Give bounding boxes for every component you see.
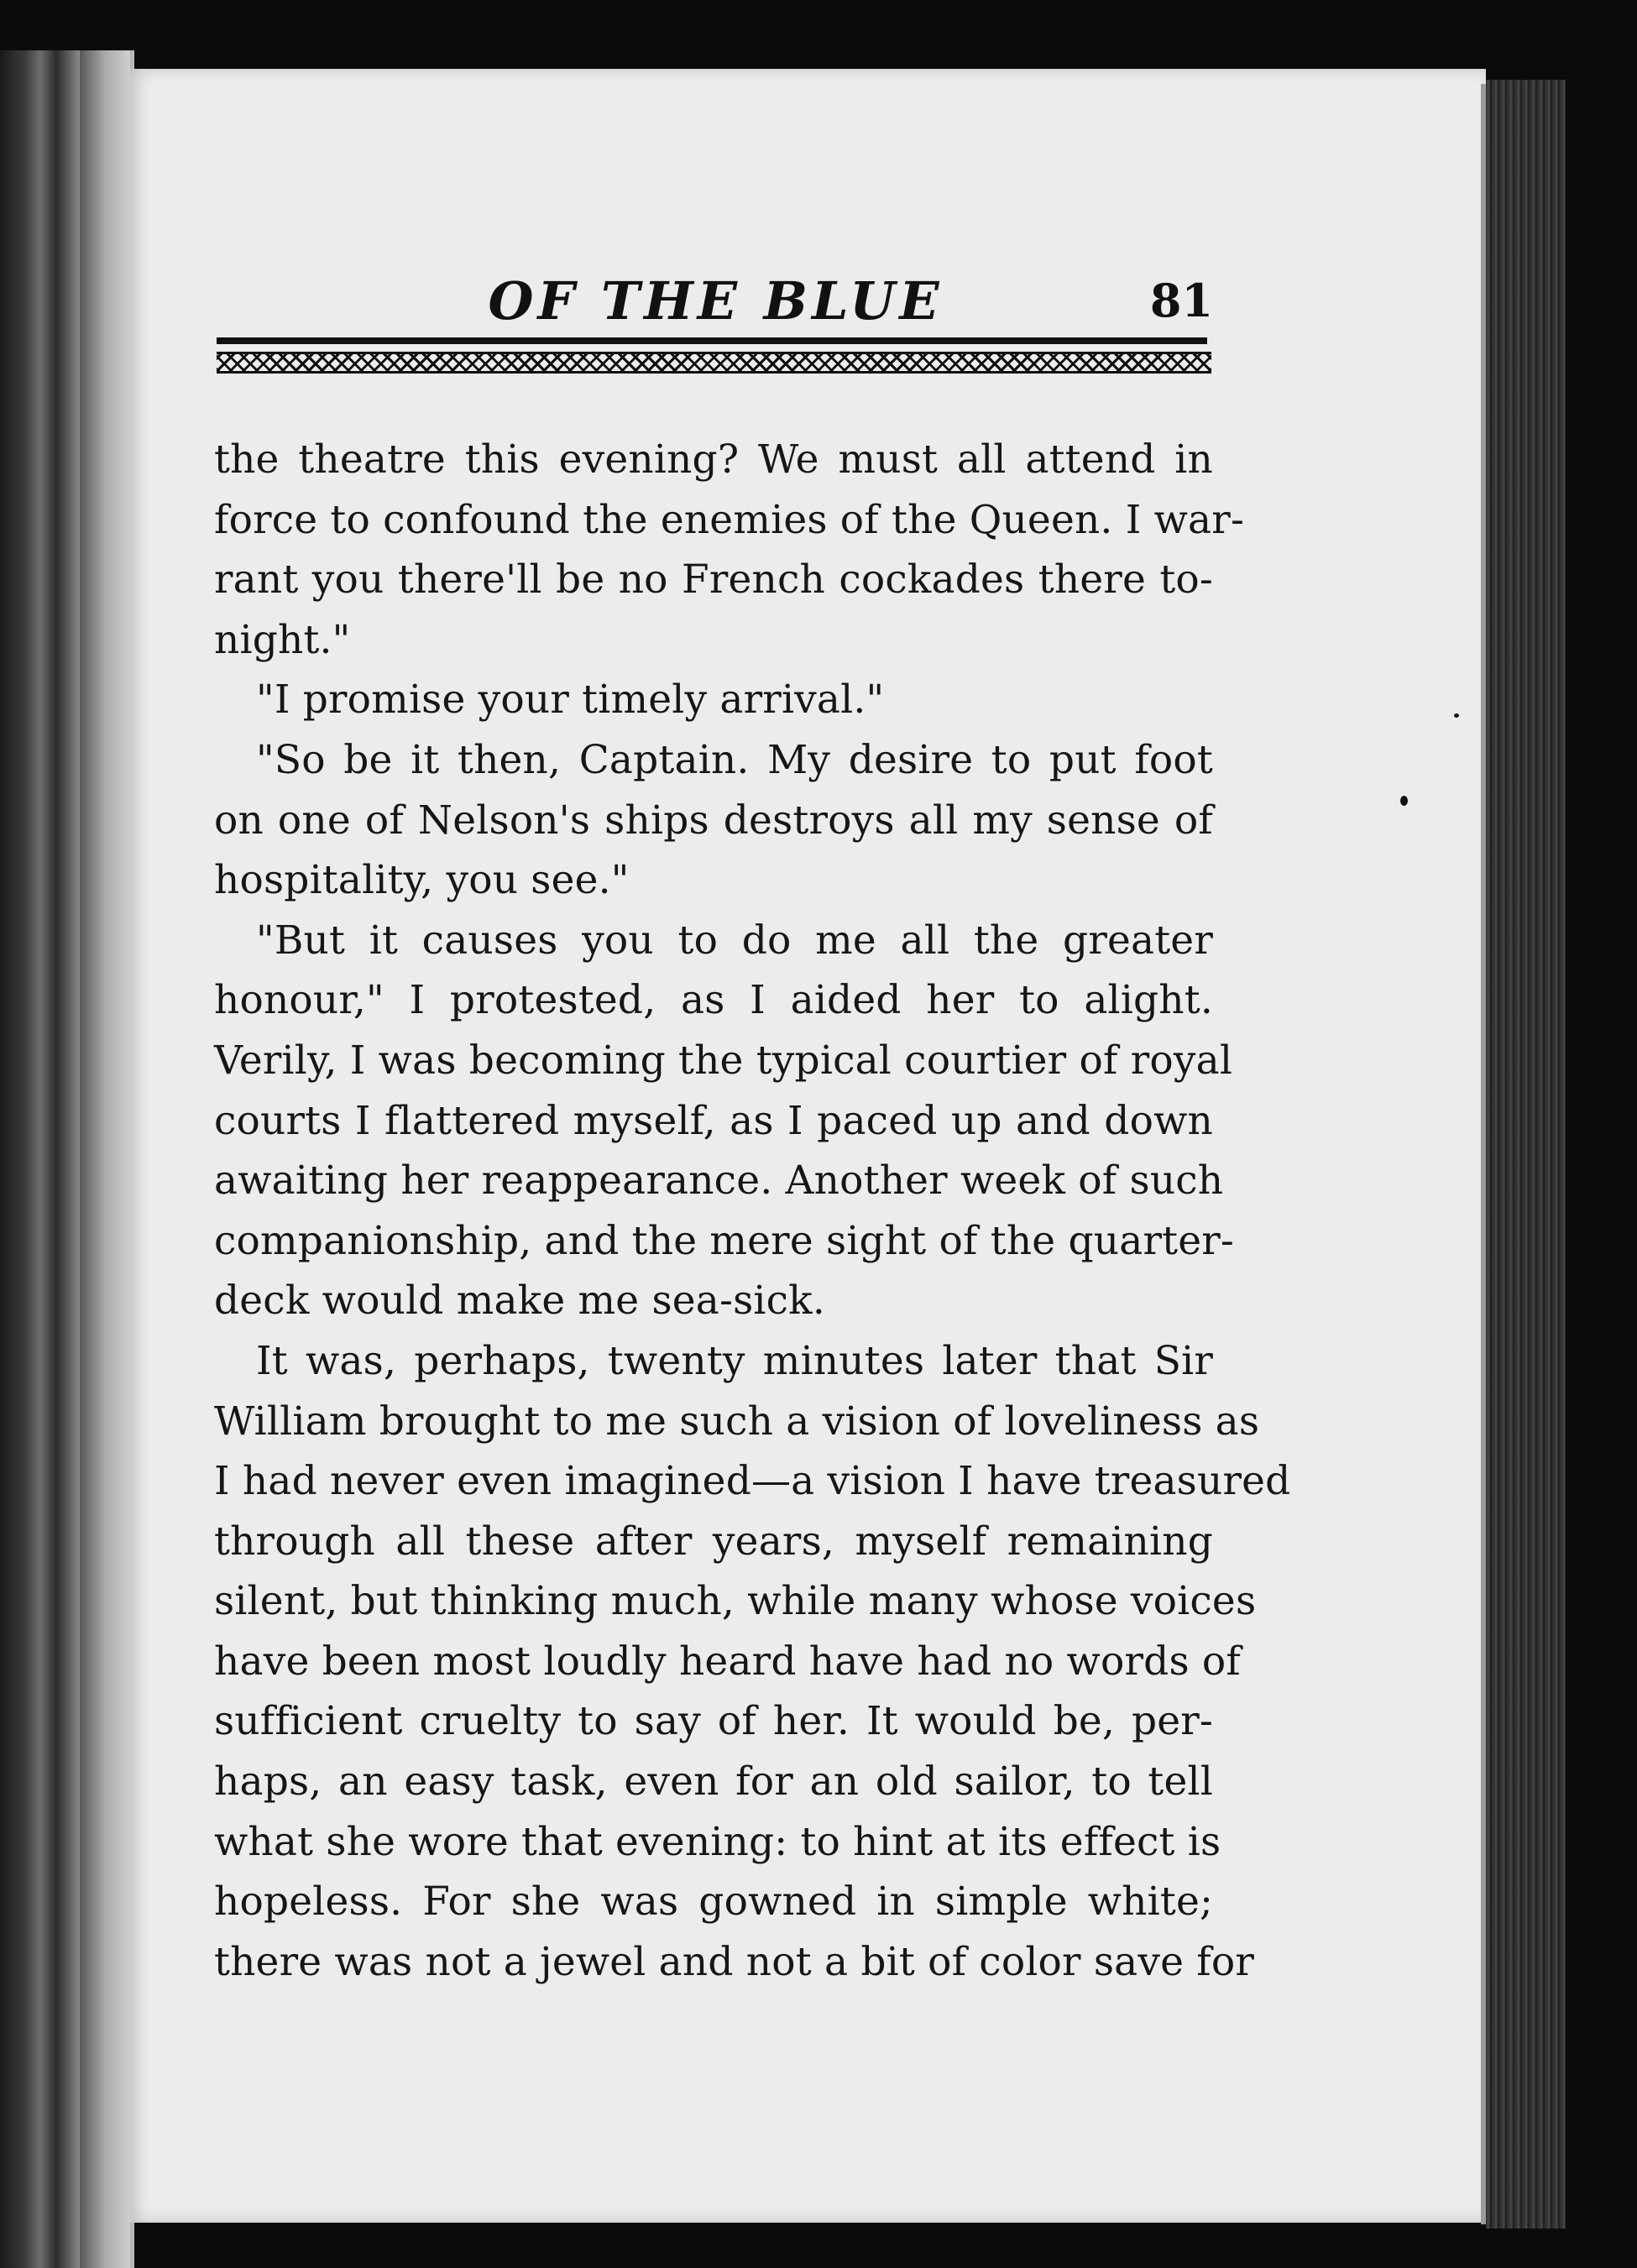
text-line: through all these after years, myself remaining	[214, 1518, 1213, 1565]
text-line: haps, an easy task, even for an old sailor, to tell	[214, 1758, 1213, 1806]
text-line: have been most loudly heard have had no words of	[214, 1638, 1241, 1685]
body-text	[214, 430, 1291, 1992]
text-line: what she wore that evening: to hint at its effect is	[214, 1818, 1221, 1865]
book-gutter	[80, 50, 130, 2268]
text-line: Verily, I was becoming the typical courtier of royal	[214, 1037, 1233, 1084]
ornamental-border	[217, 352, 1211, 374]
text-line: "I promise your timely arrival."	[256, 677, 885, 724]
text-line: hopeless. For she was gowned in simple white;	[214, 1879, 1213, 1926]
page-header	[218, 270, 1213, 332]
text-line: on one of Nelson's ships destroys all my sense of	[214, 797, 1213, 844]
ink-speck	[1454, 713, 1459, 718]
text-line: "But it causes you to do me all the greater	[256, 917, 1213, 964]
book-fore-edge	[1486, 80, 1566, 2229]
text-line: awaiting her reappearance. Another week of such	[214, 1158, 1224, 1205]
text-line: rant you there'll be no French cockades there to-	[214, 557, 1213, 604]
ink-speck	[1400, 796, 1408, 806]
text-line: there was not a jewel and not a bit of color save for	[214, 1938, 1255, 1985]
text-line: I had never even imagined—a vision I have treasured	[214, 1458, 1291, 1505]
text-line: courts I flattered myself, as I paced up and down	[214, 1097, 1213, 1144]
text-line: the theatre this evening? We must all attend in	[214, 436, 1213, 483]
text-line: William brought to me such a vision of loveliness as	[214, 1398, 1260, 1445]
text-line: honour," I protested, as I aided her to alight.	[214, 977, 1213, 1024]
header-rule	[217, 337, 1207, 344]
text-line: hospitality, you see."	[214, 857, 630, 904]
page-number: 81	[1149, 274, 1213, 327]
text-line: silent, but thinking much, while many whose voices	[214, 1578, 1257, 1625]
text-line: deck would make me sea-sick.	[214, 1278, 825, 1325]
text-line: "So be it then, Captain. My desire to put foot	[256, 736, 1213, 783]
running-title: OF THE BLUE	[488, 270, 944, 332]
text-line: force to confound the enemies of the Queen. I war-	[214, 496, 1245, 543]
text-line: It was, perhaps, twenty minutes later that Sir	[256, 1337, 1213, 1384]
text-line: sufficient cruelty to say of her. It would be, per-	[214, 1698, 1213, 1745]
text-line: night."	[214, 616, 351, 663]
text-line: companionship, and the mere sight of the quarter-	[214, 1217, 1234, 1264]
